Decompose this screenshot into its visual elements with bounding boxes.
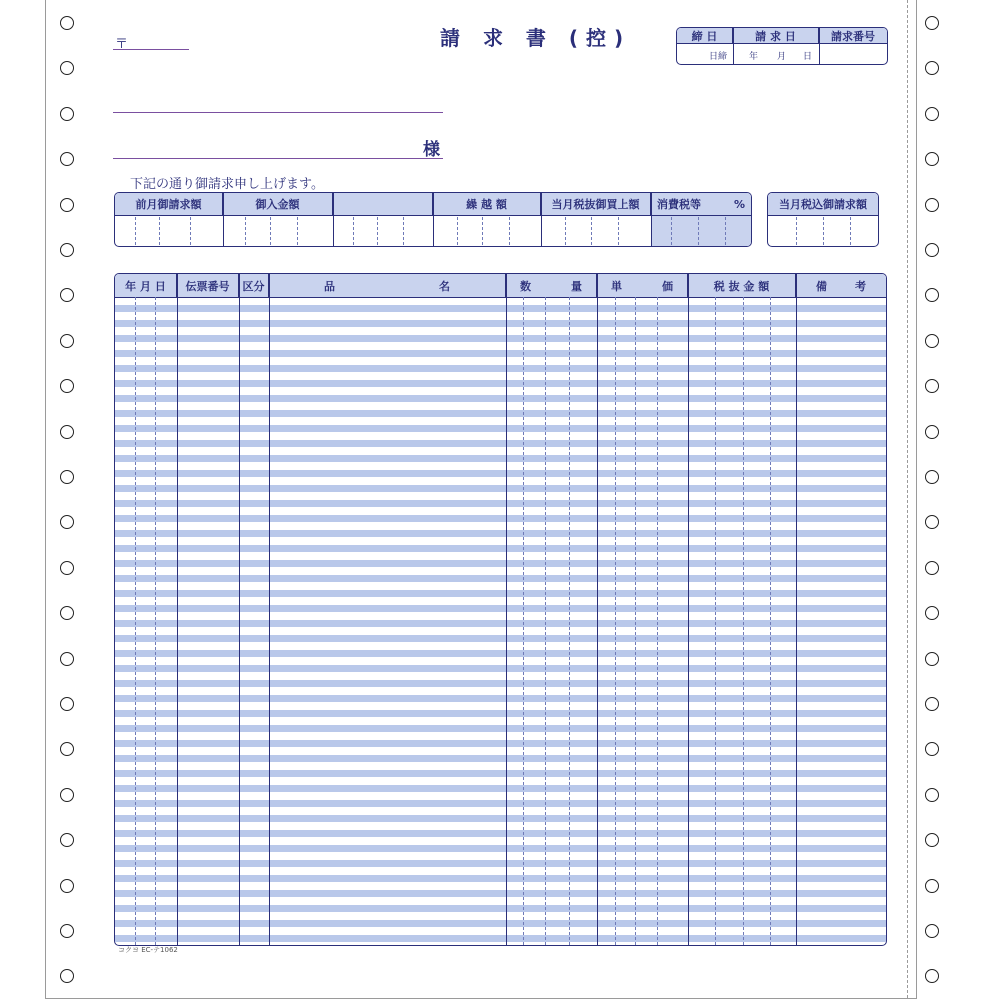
category-column-header: 区分	[239, 274, 269, 297]
remarks-label-1: 備	[816, 279, 827, 293]
feed-hole	[925, 16, 939, 30]
feed-hole	[925, 152, 939, 166]
feed-hole	[925, 288, 939, 302]
postal-line	[113, 49, 189, 50]
feed-hole	[60, 470, 74, 484]
payment-received-header: 御入金額	[223, 193, 333, 215]
digit-guide	[725, 217, 726, 245]
invoice-number-header: 請求番号	[819, 28, 887, 43]
feed-hole	[925, 742, 939, 756]
feed-hole	[60, 924, 74, 938]
feed-hole	[925, 879, 939, 893]
item-name-column-header	[269, 274, 506, 297]
postal-mark: 〒	[115, 37, 129, 52]
feed-hole	[925, 606, 939, 620]
digit-guide	[671, 217, 672, 245]
digit-guide	[403, 217, 404, 245]
digit-guide	[353, 217, 354, 245]
digit-guide	[618, 217, 619, 245]
column-guide	[135, 297, 136, 945]
price-label-1: 単	[611, 279, 622, 293]
feed-hole	[60, 198, 74, 212]
year-label: 年	[749, 52, 759, 62]
feed-hole	[60, 107, 74, 121]
digit-guide	[823, 217, 824, 245]
column-guide	[569, 297, 570, 945]
form-code: コクヨ EC-テ1062	[118, 946, 178, 954]
consumption-tax-header	[651, 193, 751, 215]
feed-hole	[60, 16, 74, 30]
amount-column-header: 税 抜 金 額	[688, 274, 796, 297]
column-guide	[523, 297, 524, 945]
invoice-title: 請 求 書 (控)	[440, 26, 632, 50]
feed-hole	[925, 334, 939, 348]
feed-hole	[60, 334, 74, 348]
month-label: 月	[777, 52, 787, 62]
feed-hole	[60, 697, 74, 711]
feed-hole	[925, 969, 939, 983]
feed-hole	[925, 61, 939, 75]
total-box	[767, 192, 879, 247]
column-guide	[155, 297, 156, 945]
unit-price-column-header	[597, 274, 688, 297]
feed-hole	[925, 652, 939, 666]
slip-number-column-header: 伝票番号	[177, 274, 239, 297]
feed-hole	[60, 425, 74, 439]
feed-hole	[925, 561, 939, 575]
honorific: 様	[423, 140, 440, 160]
digit-guide	[850, 217, 851, 245]
column-guide	[657, 297, 658, 945]
closing-day-header: 締 日	[677, 28, 733, 43]
summary-box	[114, 192, 752, 247]
digit-guide	[796, 217, 797, 245]
closing-date-box	[676, 27, 888, 65]
digit-guide	[135, 217, 136, 245]
digit-guide	[482, 217, 483, 245]
feed-hole	[925, 924, 939, 938]
tax-label: 消費税等	[657, 198, 701, 211]
digit-guide	[377, 217, 378, 245]
column-guide	[545, 297, 546, 945]
feed-hole	[925, 425, 939, 439]
feed-hole	[60, 561, 74, 575]
feed-hole	[925, 470, 939, 484]
digit-guide	[270, 217, 271, 245]
previous-balance-header: 前月御請求額	[115, 193, 223, 215]
digit-guide	[565, 217, 566, 245]
carried-over-header: 繰 越 額	[433, 193, 541, 215]
digit-guide	[159, 217, 160, 245]
item-label-2: 名	[439, 279, 450, 293]
digit-guide	[509, 217, 510, 245]
total-header: 当月税込御請求額	[768, 193, 878, 215]
quantity-label-2: 量	[571, 279, 582, 293]
percent-label: %	[733, 197, 745, 211]
quantity-column-header	[506, 274, 597, 297]
item-label-1: 品	[324, 279, 335, 293]
name-line	[113, 158, 443, 159]
perforation-line	[907, 0, 908, 998]
remarks-column-header	[796, 274, 886, 297]
column-guide	[770, 297, 771, 945]
address-line	[113, 112, 443, 113]
feed-hole	[60, 652, 74, 666]
digit-guide	[190, 217, 191, 245]
remarks-label-2: 考	[855, 279, 866, 293]
quantity-label-1: 数	[520, 279, 531, 293]
column-guide	[615, 297, 616, 945]
date-label: 日	[803, 52, 813, 62]
feed-hole	[925, 697, 939, 711]
feed-hole	[60, 788, 74, 802]
billing-notice: 下記の通り御請求申し上げます。	[130, 177, 324, 192]
column-guide	[635, 297, 636, 945]
feed-hole	[925, 198, 939, 212]
digit-guide	[698, 217, 699, 245]
feed-hole	[925, 515, 939, 529]
price-label-2: 価	[662, 279, 673, 293]
column-guide	[743, 297, 744, 945]
feed-hole	[925, 788, 939, 802]
day-suffix: 日締	[709, 52, 728, 62]
feed-hole	[925, 379, 939, 393]
digit-guide	[245, 217, 246, 245]
digit-guide	[297, 217, 298, 245]
digit-guide	[591, 217, 592, 245]
feed-hole	[925, 243, 939, 257]
line-items-table	[114, 273, 887, 946]
column-guide	[715, 297, 716, 945]
blank-header	[333, 193, 433, 215]
current-purchase-header: 当月税抜御買上額	[541, 193, 651, 215]
billing-date-header: 請 求 日	[733, 28, 819, 43]
feed-hole	[925, 833, 939, 847]
tax-value-cell	[651, 215, 751, 246]
digit-guide	[457, 217, 458, 245]
date-column-header: 年 月 日	[115, 274, 177, 297]
feed-hole	[60, 243, 74, 257]
feed-hole	[925, 107, 939, 121]
feed-hole	[60, 879, 74, 893]
